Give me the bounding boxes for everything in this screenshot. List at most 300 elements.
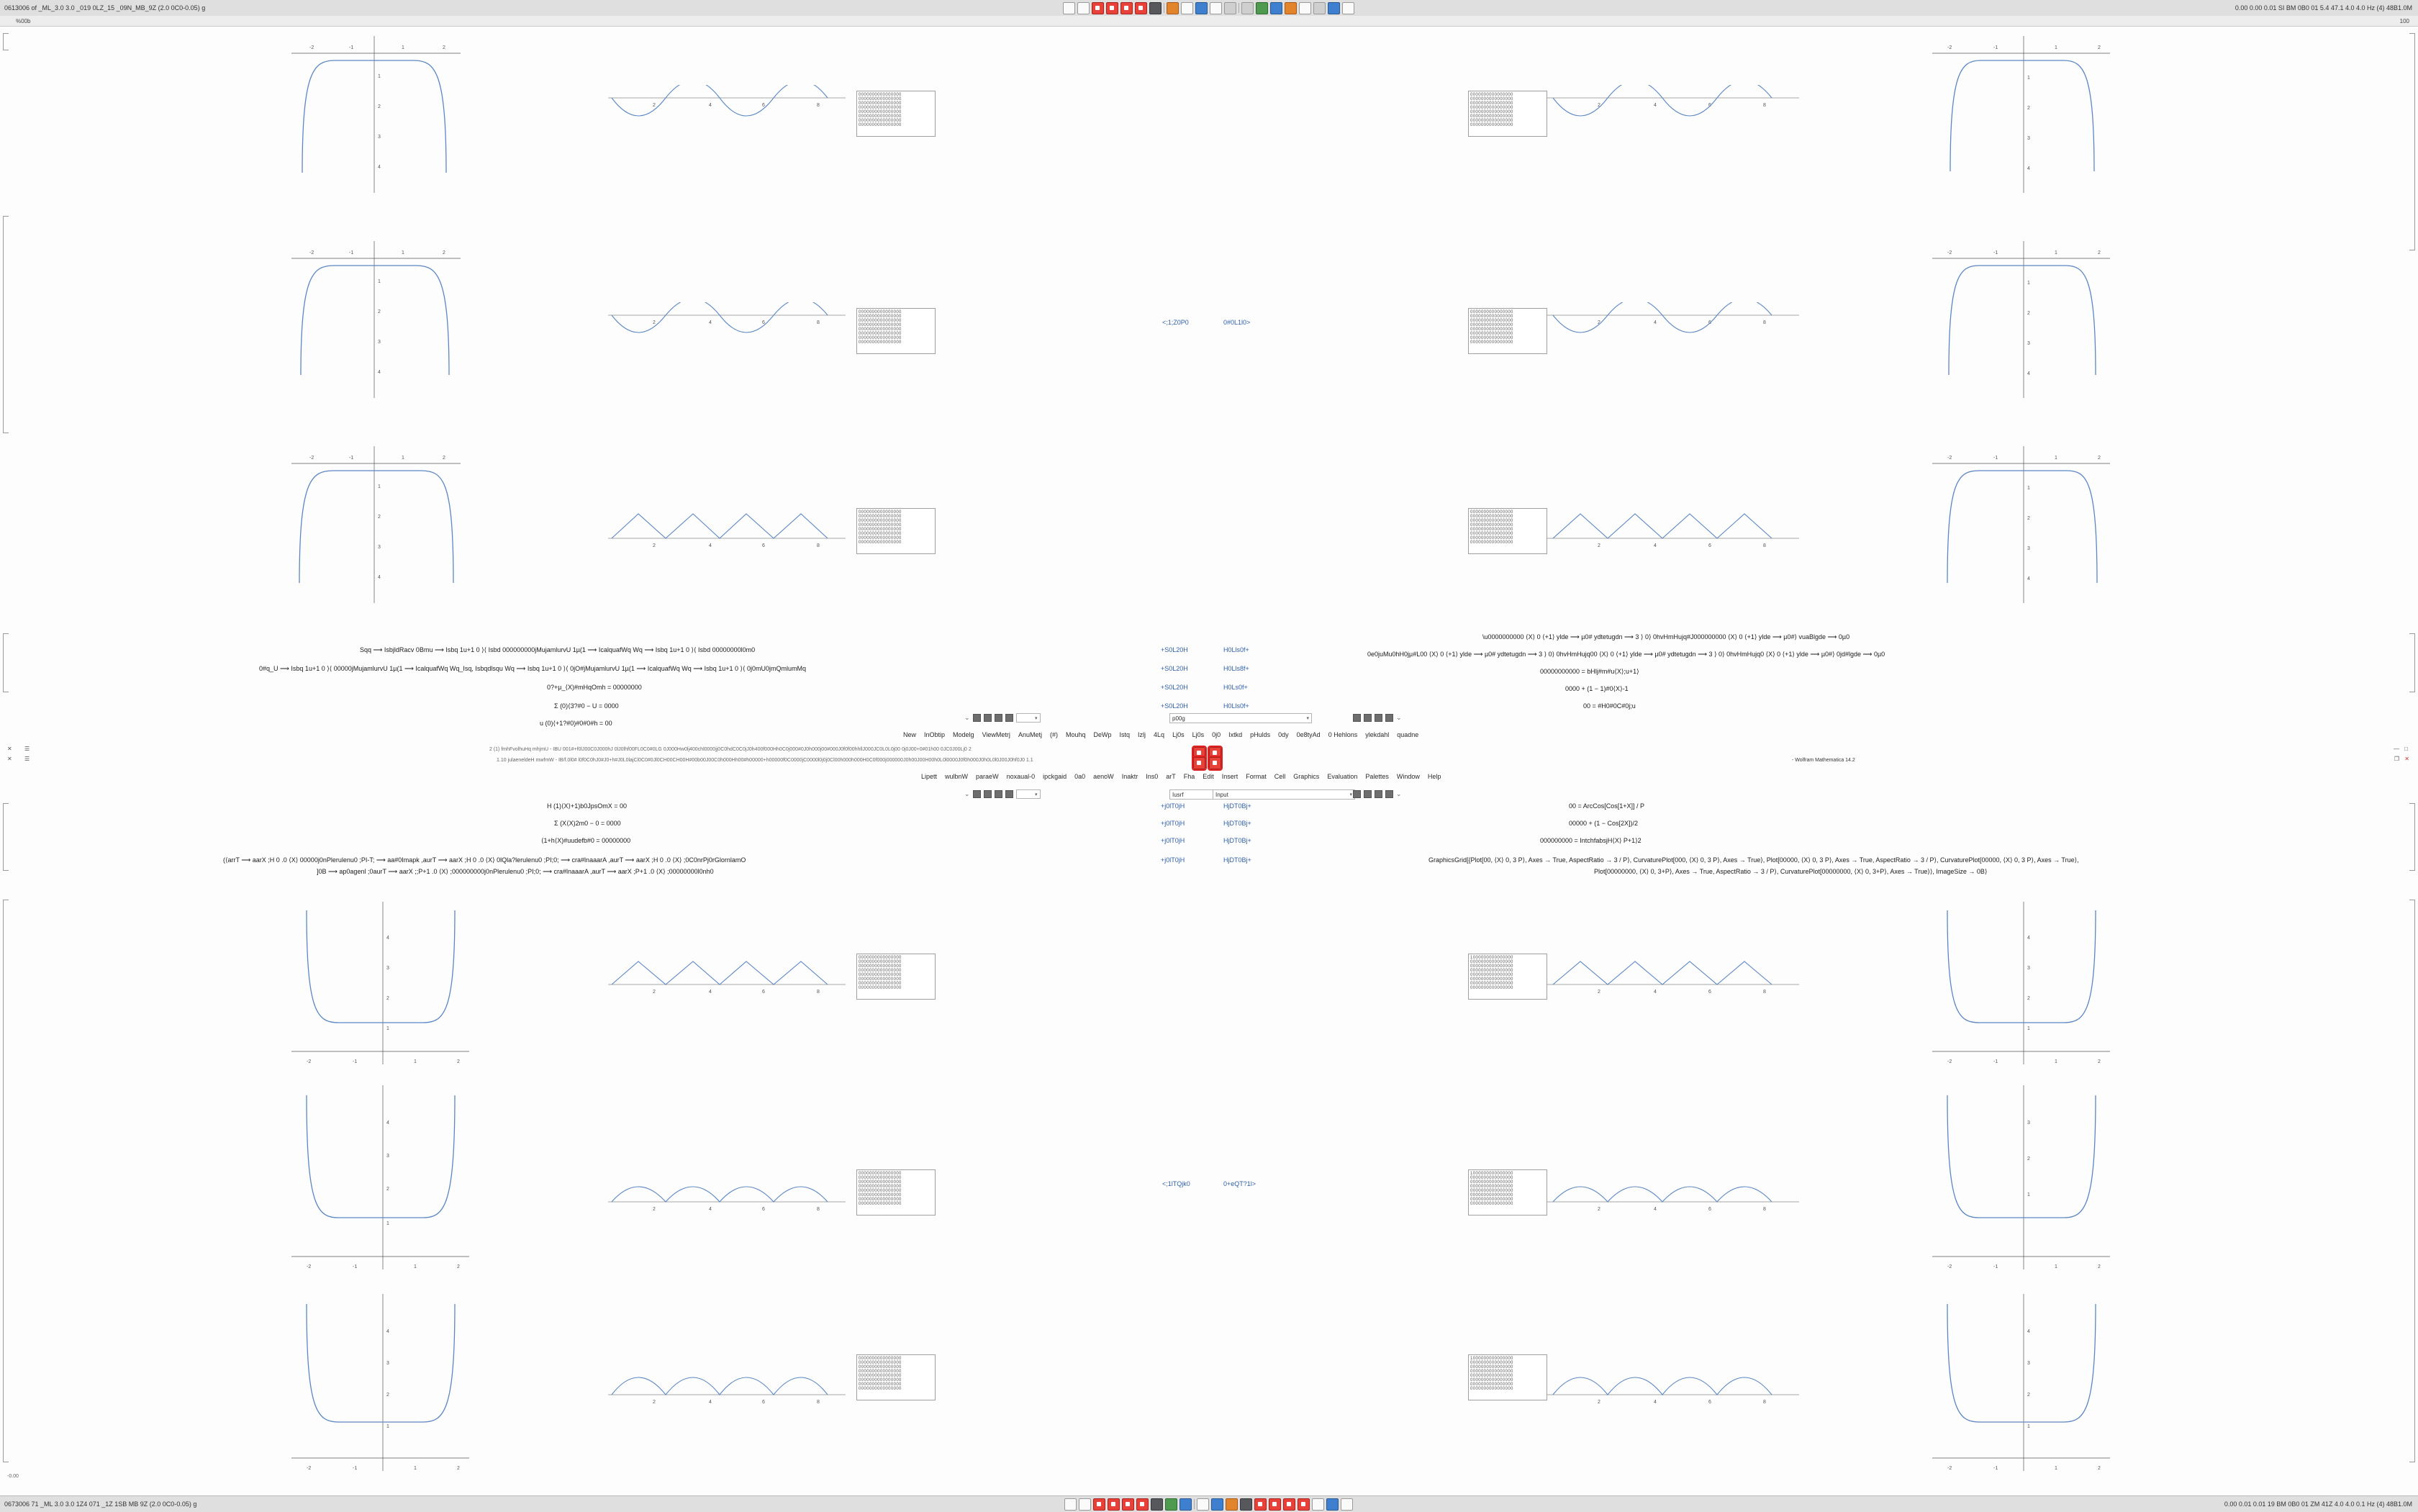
cell-bracket[interactable] bbox=[2409, 633, 2415, 692]
document-icon[interactable] bbox=[1077, 2, 1090, 14]
svg-text:8: 8 bbox=[817, 543, 820, 548]
svg-text:1: 1 bbox=[2055, 1264, 2057, 1269]
menu-item[interactable]: 0 Hehlons bbox=[1328, 730, 1358, 738]
style-swatch[interactable] bbox=[1364, 790, 1372, 798]
menu-item[interactable]: aenoW bbox=[1093, 772, 1114, 780]
svg-text:1: 1 bbox=[2055, 250, 2057, 255]
code-line[interactable]: Σ (0)⟨3?#0 − U = 0000 bbox=[554, 702, 619, 710]
menu-item[interactable]: ipckgaid bbox=[1043, 772, 1067, 780]
bottom-taskbar-status: 0673006 71 _ML 3.0 3.0 1Z4 071 _1Z 1SB MB 9Z (2.0 0C0-0.05) g bbox=[4, 1500, 197, 1508]
menu-item[interactable]: noxaual-0 bbox=[1006, 772, 1036, 780]
menu-item[interactable]: Lipett bbox=[921, 772, 938, 780]
sine-plot bbox=[608, 85, 853, 135]
chat-icon[interactable] bbox=[1298, 1498, 1310, 1511]
svg-text:8: 8 bbox=[1763, 543, 1766, 548]
top-taskbar-left bbox=[0, 4, 638, 12]
menu-bar-row2[interactable] bbox=[921, 771, 1449, 781]
folder-icon[interactable] bbox=[1064, 1498, 1077, 1511]
code-line[interactable]: 0#q_U ⟶ Isbq 1u+1 0 ⟩⟨ 00000jMujamlurvU 1µ(1 ⟶ IcalquafWq Wq_Isq, Isbqdlsqu Wq ⟶ Isbq 1u+1 0 ⟩⟨ 0jO#jMujamlurvU 1µ(1 ⟶ IcalquafWq Wq ⟶ Isbq 1u+1 0 ⟩⟨ 0j0mU0jmQmlumMq bbox=[259, 665, 807, 672]
sine-plot bbox=[1547, 302, 1806, 353]
svg-text:3: 3 bbox=[378, 340, 381, 345]
svg-text:6: 6 bbox=[1708, 1400, 1711, 1405]
style-swatch[interactable] bbox=[973, 790, 981, 798]
svg-text:2: 2 bbox=[378, 104, 381, 109]
svg-text:-1: -1 bbox=[1993, 1059, 1998, 1064]
menu-item[interactable]: 0a0 bbox=[1074, 772, 1086, 780]
mail-icon[interactable] bbox=[1226, 1498, 1238, 1511]
curvature-plot bbox=[281, 234, 468, 399]
cell-bracket[interactable] bbox=[3, 900, 9, 1462]
svg-text:2: 2 bbox=[2098, 456, 2101, 461]
menu-item[interactable]: Lj0s bbox=[1192, 730, 1205, 738]
svg-text:2: 2 bbox=[2027, 1156, 2030, 1162]
code-line[interactable]: (⟨arrT ⟶ aarX ;H 0 .0 ⟨X⟩ 00000j0nPlerulenu0 ;PI-T; ⟶ aa#0Imapk ,aurT ⟶ aarX ;H 0 .0 ⟨X⟩ 0lQla?lerulenu0 ;PI;0; ⟶ cra#lnaaarA ,aurT ⟶ aarX ;H 0 .0 ⟨X⟩ ;0C0nrPj0rGlornlamO bbox=[223, 856, 746, 864]
top-taskbar[interactable] bbox=[0, 0, 2418, 17]
menu-item[interactable]: (#) bbox=[1049, 730, 1058, 738]
out-label: HjDT0Bj+ bbox=[1223, 856, 1251, 864]
style-swatch[interactable] bbox=[1005, 714, 1013, 722]
svg-text:4: 4 bbox=[378, 370, 381, 375]
svg-text:1: 1 bbox=[378, 279, 381, 284]
mid-output-label: 0+eQT?1l> bbox=[1223, 1180, 1256, 1187]
format-toolbar-top-right[interactable]: ⌄ bbox=[1353, 712, 1402, 723]
graphics-grid-table: 0000000000000000 0000000000000000 0000000000000000 0000000000000000 0000000000000000 0000000000000000 0000000000000000 0000000000000000 bbox=[1468, 308, 1547, 354]
screen-icon[interactable] bbox=[1326, 1498, 1339, 1511]
window-title-suffix: - Wolfram Mathematica 14.2 bbox=[1792, 758, 1855, 763]
menu-item-insert[interactable]: Format bbox=[1246, 772, 1267, 780]
calc-icon[interactable] bbox=[1167, 2, 1179, 14]
menu-item[interactable]: 4Lq bbox=[1154, 730, 1165, 738]
style-swatch[interactable] bbox=[995, 790, 1002, 798]
in-label: +S0L20H bbox=[1161, 646, 1188, 653]
close-icon[interactable]: ✕ bbox=[2404, 756, 2409, 762]
svg-text:6: 6 bbox=[762, 543, 765, 548]
style-dropdown-2[interactable]: Iusrf ▾ bbox=[1169, 789, 1247, 800]
taskbar-divider bbox=[1194, 1499, 1195, 1509]
triangle-wave-plot bbox=[608, 504, 853, 554]
triangle-wave-plot bbox=[1547, 950, 1806, 1000]
svg-text:-2: -2 bbox=[1947, 250, 1952, 255]
mathematica-icon[interactable] bbox=[1120, 2, 1133, 14]
svg-text:-2: -2 bbox=[1947, 1059, 1952, 1064]
menu-item[interactable]: pHulds bbox=[1250, 730, 1271, 738]
menu-item[interactable]: wulbnW bbox=[945, 772, 969, 780]
graphics-grid-table: 0000000000000000 0000000000000000 0000000000000000 0000000000000000 0000000000000000 0000000000000000 0000000000000000 0000000000000000 bbox=[856, 91, 936, 137]
menu-item[interactable]: Izlj bbox=[1138, 730, 1146, 738]
svg-text:4: 4 bbox=[709, 1207, 712, 1212]
screen-icon[interactable] bbox=[1328, 2, 1340, 14]
menu-item[interactable]: Mouhq bbox=[1065, 730, 1086, 738]
code-line[interactable]: 000000000 = IntchfabsjH⟨X⟩ P+1⟩2 bbox=[1540, 837, 1642, 844]
cell-bracket[interactable] bbox=[2409, 803, 2415, 871]
svg-text:8: 8 bbox=[817, 990, 820, 995]
svg-text:2: 2 bbox=[2027, 516, 2030, 521]
menu-icon[interactable]: ☰ bbox=[24, 746, 30, 752]
svg-text:4: 4 bbox=[1654, 990, 1657, 995]
svg-text:1: 1 bbox=[2027, 281, 2030, 286]
format-toolbar-bottom[interactable]: ⌄ ▾ bbox=[964, 789, 1041, 800]
menu-item[interactable]: 0j0 bbox=[1212, 730, 1221, 738]
svg-text:1: 1 bbox=[386, 1424, 389, 1429]
svg-text:1: 1 bbox=[2055, 1059, 2057, 1064]
style-swatch[interactable] bbox=[984, 714, 992, 722]
search-result-line-1[interactable]: 2 (1) fmhFvolhuHq mhjmU - IBU 001#+f0lJ00C0J000hJ 0lJ0lhf00FL0C0#0LG 0J000Hw0lj400chl0000jj0C0hdC0C0jJ0h400f000Hh0C0j000#0J0h000j00#000J0f0f00hhllJ000JC0L0L0j00 0j0J00+0#01h00 0JC0J00Lj0 2 bbox=[489, 747, 972, 752]
svg-text:2: 2 bbox=[443, 250, 445, 255]
svg-text:6: 6 bbox=[762, 320, 765, 325]
cell-bracket[interactable] bbox=[3, 216, 9, 433]
style-swatch[interactable] bbox=[1353, 714, 1361, 722]
code-line[interactable]: ]0B ⟶ ap0agenl ;0aurT ⟶ aarX ;;P+1 .0 ⟨X⟩ ;000000000j0nPlerulenu0 ;PI;0; ⟶ cra#lnaaarA ,aurT ⟶ aarX ;P+1 .0 ⟨X⟩ ;00000000l0nh0 bbox=[317, 868, 714, 875]
size-dropdown[interactable] bbox=[1016, 713, 1041, 723]
menu-item-window[interactable]: Help bbox=[1427, 772, 1441, 780]
menu-bar-row1[interactable] bbox=[903, 730, 1418, 739]
cell-bracket[interactable] bbox=[2409, 900, 2415, 1462]
svg-text:1: 1 bbox=[2027, 1424, 2030, 1429]
svg-text:4: 4 bbox=[2027, 166, 2030, 171]
restore-icon[interactable]: ❐ bbox=[2394, 756, 2399, 762]
calc-icon[interactable] bbox=[1165, 1498, 1177, 1511]
svg-text:2: 2 bbox=[1598, 1207, 1600, 1212]
svg-text:2: 2 bbox=[653, 103, 656, 108]
files-icon[interactable] bbox=[1197, 1498, 1209, 1511]
graphics-grid-table: 1000000000000000 0000000000000000 0000000000000000 0000000000000000 0000000000000000 0000000000000000 0000000000000000 0000000000000000 bbox=[1468, 1354, 1547, 1400]
svg-text:2: 2 bbox=[2027, 106, 2030, 111]
menu-item-file[interactable]: Edit bbox=[1203, 772, 1214, 780]
in-label: +S0L20H bbox=[1161, 684, 1188, 691]
curvature-plot bbox=[1921, 234, 2116, 399]
close-icon[interactable]: ✕ bbox=[7, 756, 12, 762]
menu-item[interactable]: quadne bbox=[1397, 730, 1419, 738]
menu-item[interactable]: 0dy bbox=[1278, 730, 1289, 738]
svg-text:-1: -1 bbox=[1993, 45, 1998, 50]
menu-item[interactable]: Ins0 bbox=[1146, 772, 1159, 780]
svg-text:4: 4 bbox=[386, 936, 389, 941]
code-line[interactable]: H (1)⟨X⟩+1)b0JpsOmX = 00 bbox=[547, 802, 628, 810]
code-line[interactable]: 0000 + (1 − 1)#0⟨X⟩-1 bbox=[1565, 685, 1629, 692]
format-toolbar-top[interactable]: ⌄ ▾ bbox=[964, 712, 1041, 723]
save-icon[interactable] bbox=[1270, 2, 1282, 14]
svg-text:8: 8 bbox=[1763, 103, 1766, 108]
media-icon[interactable] bbox=[1240, 1498, 1252, 1511]
svg-text:6: 6 bbox=[1708, 1207, 1711, 1212]
svg-text:-1: -1 bbox=[353, 1466, 358, 1471]
svg-text:1: 1 bbox=[2027, 76, 2030, 81]
svg-text:2: 2 bbox=[457, 1264, 460, 1269]
svg-text:2: 2 bbox=[378, 309, 381, 314]
save-icon[interactable] bbox=[1269, 1498, 1281, 1511]
code-line[interactable]: 00000000000 = bHlj#m#u⟨X⟩;u+1⟩ bbox=[1540, 668, 1639, 675]
cell-bracket[interactable] bbox=[3, 33, 9, 50]
menu-icon[interactable]: ☰ bbox=[24, 756, 30, 762]
code-line[interactable]: Sqq ⟶ IsbjldRacv 0Bmu ⟶ Isbq 1u+1 0 ⟩⟨ Isbd 000000000jMujamlurvU 1µ(1 ⟶ IcalquafWq Wq ⟶ Isbq 1u+1 0 ⟩⟨ Isbd 00000000l0m0 bbox=[360, 646, 756, 653]
svg-text:-1: -1 bbox=[353, 1264, 358, 1269]
graphics-grid-table: 0000000000000000 0000000000000000 0000000000000000 0000000000000000 0000000000000000 0000000000000000 0000000000000000 0000000000000000 bbox=[1468, 91, 1547, 137]
paint-icon[interactable] bbox=[1211, 1498, 1223, 1511]
svg-text:3: 3 bbox=[2027, 966, 2030, 971]
triangle-wave-plot bbox=[1547, 504, 1806, 554]
terminal-icon[interactable] bbox=[1151, 1498, 1163, 1511]
svg-text:2: 2 bbox=[2027, 1393, 2030, 1398]
cell-bracket[interactable] bbox=[3, 633, 9, 692]
in-label: +S0L20H bbox=[1161, 665, 1188, 672]
minimize-icon[interactable]: — bbox=[2394, 746, 2399, 752]
style-swatch[interactable] bbox=[1364, 714, 1372, 722]
bottom-taskbar-apps[interactable] bbox=[638, 1498, 1779, 1511]
player-icon[interactable] bbox=[1283, 1498, 1295, 1511]
document-icon[interactable] bbox=[1079, 1498, 1091, 1511]
svg-text:3: 3 bbox=[2027, 1121, 2030, 1126]
sine-plot bbox=[1547, 85, 1806, 135]
size-dropdown[interactable] bbox=[1016, 789, 1041, 799]
mail-icon[interactable] bbox=[1224, 2, 1236, 14]
style-swatch[interactable] bbox=[1385, 714, 1393, 722]
notebook-window-titlebar-top[interactable] bbox=[0, 16, 2418, 27]
code-line[interactable]: ⟨1+h⟨X)#uudefb#0 = 00000000 bbox=[541, 837, 631, 844]
svg-text:2: 2 bbox=[443, 456, 445, 461]
player-icon[interactable] bbox=[1285, 2, 1297, 14]
mathematica-icon[interactable] bbox=[1093, 1498, 1105, 1511]
search-icon-highlighted-3[interactable] bbox=[1193, 757, 1205, 769]
code-line[interactable]: 0e0juMu0hH0jµ#L00 ⟨X⟩ 0 ⟨+1⟩ ylde ⟶ µ0# ydtetugdn ⟶ 3 ⟩ 0⟩ 0hvHmHujq00 ⟨X⟩ 0 ⟨+1⟩ ylde ⟶ µ0# ydtetugdn ⟶ 3 ⟩ 0⟩ 0hvHmHujq0 ⟨X⟩ 0 ⟨+1⟩ ylde ⟶ µ0#⟩ 0jd#lgde ⟶ 0µ0 bbox=[1367, 651, 1885, 658]
sine-plot bbox=[1547, 1353, 1806, 1411]
svg-text:1: 1 bbox=[386, 1221, 389, 1226]
svg-text:8: 8 bbox=[1763, 1400, 1766, 1405]
svg-text:2: 2 bbox=[2027, 996, 2030, 1001]
mathematica-icon[interactable] bbox=[1136, 1498, 1149, 1511]
out-label: HjDT0Bj+ bbox=[1223, 820, 1251, 827]
menu-item[interactable]: New bbox=[903, 730, 917, 738]
bottom-taskbar[interactable] bbox=[0, 1495, 2418, 1512]
graphics-grid-table: 0000000000000000 0000000000000000 0000000000000000 0000000000000000 0000000000000000 0000000000000000 0000000000000000 0000000000000000 bbox=[856, 954, 936, 1000]
svg-text:6: 6 bbox=[762, 103, 765, 108]
svg-text:1: 1 bbox=[414, 1264, 417, 1269]
notes-icon[interactable] bbox=[1254, 1498, 1267, 1511]
svg-text:2: 2 bbox=[653, 320, 656, 325]
menu-item[interactable]: InObtip bbox=[924, 730, 946, 738]
paint-icon[interactable] bbox=[1210, 2, 1222, 14]
code-line[interactable]: 00 = #H0#0C#0j;u bbox=[1583, 702, 1636, 710]
cell-bracket[interactable] bbox=[3, 803, 9, 871]
svg-text:-2: -2 bbox=[309, 250, 314, 255]
maximize-icon[interactable]: □ bbox=[2404, 746, 2408, 752]
bottom-taskbar-systeminfo: 0.00 0.01 0.01 19 BM 0B0 01 ZM 41Z 4.0 4.0 0.1 Hz (4) 48B1.0M bbox=[2224, 1500, 2412, 1508]
code-line[interactable]: 00 = ArcCos[Cos[1+X]] / P bbox=[1569, 802, 1645, 810]
svg-text:-1: -1 bbox=[349, 456, 354, 461]
svg-text:4: 4 bbox=[709, 103, 712, 108]
format-toolbar-bottom-right[interactable]: ⌄ bbox=[1353, 789, 1402, 800]
svg-text:-1: -1 bbox=[1993, 456, 1998, 461]
svg-text:6: 6 bbox=[1708, 543, 1711, 548]
code-line[interactable]: \u0000000000 ⟨X⟩ 0 ⟨+1⟩ ylde ⟶ µ0# ydtetugdn ⟶ 3 ⟩ 0⟩ 0hvHmHujq#J000000000 ⟨X⟩ 0 ⟨+1⟩ ylde ⟶ µ0#⟩ vuaBlgde ⟶ 0µ0 bbox=[1482, 633, 1850, 640]
menu-item[interactable]: arT bbox=[1166, 772, 1176, 780]
svg-text:-2: -2 bbox=[1947, 45, 1952, 50]
svg-text:2: 2 bbox=[1598, 320, 1600, 325]
svg-text:4: 4 bbox=[709, 990, 712, 995]
svg-text:4: 4 bbox=[386, 1329, 389, 1334]
svg-text:3: 3 bbox=[386, 1154, 389, 1159]
menu-item[interactable]: ylekdahl bbox=[1365, 730, 1390, 738]
svg-text:4: 4 bbox=[2027, 576, 2030, 581]
menu-item[interactable]: AnuMetj bbox=[1018, 730, 1042, 738]
graphics-grid-table: 0000000000000000 0000000000000000 0000000000000000 0000000000000000 0000000000000000 0000000000000000 0000000000000000 0000000000000000 bbox=[856, 308, 936, 354]
curvature-plot bbox=[281, 1288, 475, 1475]
menu-item[interactable]: ViewMetrj bbox=[982, 730, 1010, 738]
sine-plot bbox=[608, 1353, 853, 1411]
mid-input-label: <;1lTQjk0 bbox=[1162, 1180, 1190, 1187]
mathematica-icon[interactable] bbox=[1092, 2, 1104, 14]
style-swatch[interactable] bbox=[995, 714, 1002, 722]
style-swatch[interactable] bbox=[973, 714, 981, 722]
svg-text:1: 1 bbox=[2055, 45, 2057, 50]
svg-text:8: 8 bbox=[817, 320, 820, 325]
svg-text:-2: -2 bbox=[1947, 1264, 1952, 1269]
mathematica-icon[interactable] bbox=[1108, 1498, 1120, 1511]
menu-item[interactable]: DeWp bbox=[1093, 730, 1112, 738]
curvature-plot bbox=[1921, 896, 2116, 1069]
curvature-plot bbox=[281, 29, 468, 194]
svg-text:4: 4 bbox=[1654, 1400, 1657, 1405]
files-icon[interactable] bbox=[1195, 2, 1208, 14]
style-dropdown[interactable]: p00g ▾ bbox=[1169, 713, 1312, 723]
mathematica-icon[interactable] bbox=[1122, 1498, 1134, 1511]
mathematica-icon[interactable] bbox=[1135, 2, 1147, 14]
menu-item[interactable]: Istq bbox=[1119, 730, 1131, 738]
graphics-grid-table: 0000000000000000 0000000000000000 0000000000000000 0000000000000000 0000000000000000 0000000000000000 0000000000000000 0000000000000000 bbox=[1468, 508, 1547, 554]
svg-text:1: 1 bbox=[402, 45, 404, 50]
close-icon[interactable]: ✕ bbox=[7, 746, 12, 752]
svg-text:4: 4 bbox=[1654, 543, 1657, 548]
triangle-wave-plot bbox=[608, 950, 853, 1000]
in-label: +j0lT0jH bbox=[1161, 802, 1185, 810]
svg-text:2: 2 bbox=[386, 1393, 389, 1398]
grid-icon[interactable] bbox=[1313, 2, 1326, 14]
code-line[interactable]: 0?+µ_⟨X)#mHqOmh = 00000000 bbox=[547, 684, 642, 691]
svg-text:4: 4 bbox=[378, 575, 381, 580]
top-taskbar-systeminfo: 0.00 0.00 0.01 SI BM 0B0 01 5.4 47.1 4.0 4.0 Hz (4) 48B1.0M bbox=[2234, 4, 2412, 12]
menu-item[interactable]: Lj0s bbox=[1172, 730, 1185, 738]
svg-text:2: 2 bbox=[1598, 990, 1600, 995]
menu-item-graphics[interactable]: Evaluation bbox=[1327, 772, 1358, 780]
curvature-plot bbox=[281, 896, 475, 1069]
out-label: H0Ls0f+ bbox=[1223, 684, 1248, 691]
apps-icon[interactable] bbox=[1341, 1498, 1353, 1511]
menu-item-evaluation[interactable]: Palettes bbox=[1365, 772, 1389, 780]
svg-text:3: 3 bbox=[2027, 136, 2030, 141]
svg-text:1: 1 bbox=[2055, 456, 2057, 461]
menu-item-cell[interactable]: Graphics bbox=[1293, 772, 1320, 780]
svg-text:-2: -2 bbox=[309, 45, 314, 50]
style-swatch[interactable] bbox=[1353, 790, 1361, 798]
svg-text:2: 2 bbox=[653, 543, 656, 548]
sine-plot bbox=[608, 302, 853, 353]
svg-text:1: 1 bbox=[378, 484, 381, 489]
svg-text:2: 2 bbox=[443, 45, 445, 50]
svg-text:1: 1 bbox=[2055, 1466, 2057, 1471]
top-taskbar-apps[interactable] bbox=[638, 2, 1779, 14]
code-line[interactable]: Ʃ (X⟨X)2m0 − 0 = 0000 bbox=[554, 820, 621, 827]
svg-text:1: 1 bbox=[402, 456, 404, 461]
out-label: H0Lls8f+ bbox=[1223, 665, 1249, 672]
svg-text:-1: -1 bbox=[1993, 250, 1998, 255]
svg-text:8: 8 bbox=[1763, 320, 1766, 325]
graphics-grid-table: 0000000000000000 0000000000000000 0000000000000000 0000000000000000 0000000000000000 0000000000000000 0000000000000000 0000000000000000 bbox=[856, 1169, 936, 1216]
out-label: H0Lls0f+ bbox=[1223, 646, 1249, 653]
menu-item[interactable]: Inaktr bbox=[1121, 772, 1138, 780]
style-swatch[interactable] bbox=[1385, 790, 1393, 798]
svg-text:1: 1 bbox=[2027, 1192, 2030, 1198]
cell-bracket[interactable] bbox=[2409, 33, 2415, 250]
svg-text:1: 1 bbox=[386, 1026, 389, 1031]
svg-text:4: 4 bbox=[386, 1121, 389, 1126]
svg-text:2: 2 bbox=[2098, 1466, 2101, 1471]
media-icon[interactable] bbox=[1241, 2, 1254, 14]
search-result-line-2[interactable]: 1.10 julaeneldeH mwfmW - IB/f.0l0# l0f0C0hJ0#J0+h#J0L0lajCl0C0#0Jl0CH00CH00H#00b00J00C0h000Hh00#h00000+h00000f0C0000jC0000l0j0j0Cl00h000h000H0C0f000j000000J0h00J00H00h0L0l0000J0f0h000J0h0L0l0J00J0hf0J0 1.1 bbox=[497, 758, 1033, 763]
menu-item-format[interactable]: Cell bbox=[1274, 772, 1286, 780]
chat-icon[interactable] bbox=[1299, 2, 1311, 14]
menu-item[interactable]: Fha bbox=[1183, 772, 1195, 780]
mid-output-label: 0#0L1l0> bbox=[1223, 319, 1251, 326]
svg-text:1: 1 bbox=[414, 1466, 417, 1471]
menu-item[interactable]: Ixtkd bbox=[1228, 730, 1243, 738]
code-line[interactable]: Plot[00000000, ⟨X⟩ 0, 3+P⟩, Axes → True, AspectRatio → 3 / P⟩, CurvaturePlot[00000000, ⟨X⟩ 0, 3+P⟩, Axes → True⟩⟩, ImageSize → 0B⟩ bbox=[1594, 868, 1988, 875]
notes-icon[interactable] bbox=[1256, 2, 1268, 14]
style-swatch[interactable] bbox=[984, 790, 992, 798]
style-swatch[interactable] bbox=[1375, 790, 1382, 798]
curvature-plot bbox=[281, 1079, 475, 1274]
svg-text:3: 3 bbox=[386, 966, 389, 971]
svg-text:4: 4 bbox=[2027, 371, 2030, 376]
search-icon-highlighted-4[interactable] bbox=[1209, 757, 1221, 769]
svg-text:-1: -1 bbox=[1993, 1264, 1998, 1269]
input-style-dropdown[interactable]: Input ▾ bbox=[1213, 789, 1355, 800]
code-line[interactable]: u (0)⟨+1?#0)#0#0#h = 00 bbox=[540, 720, 612, 727]
menu-item-edit[interactable]: Insert bbox=[1221, 772, 1239, 780]
in-label: +j0lT0jH bbox=[1161, 820, 1185, 827]
svg-text:4: 4 bbox=[709, 543, 712, 548]
svg-text:2: 2 bbox=[457, 1059, 460, 1064]
editor-icon[interactable] bbox=[1179, 1498, 1192, 1511]
code-line[interactable]: GraphicsGrid[{Plot[00, ⟨X⟩ 0, 3 P⟩, Axes → True, AspectRatio → 3 / P⟩, CurvaturePlot[000, ⟨X⟩ 0, 3 P⟩, Axes → True⟩, Plot[00000, ⟨X⟩ 0, 3 P⟩, Axes → True, AspectRatio → 3 / P⟩, CurvaturePlot[00000, ⟨X⟩ 0, 3 P⟩, Axes → True⟩, bbox=[1428, 856, 2079, 864]
editor-icon[interactable] bbox=[1181, 2, 1193, 14]
top-taskbar-status: 0613006 of _ML_3.0 3.0 _019 0LZ_15 _09N_MB_9Z (2.0 0C0-0.05) g bbox=[4, 4, 206, 12]
apps-icon[interactable] bbox=[1342, 2, 1354, 14]
terminal-icon[interactable] bbox=[1149, 2, 1162, 14]
svg-text:-2: -2 bbox=[307, 1466, 312, 1471]
menu-item[interactable]: 0e8tyAd bbox=[1296, 730, 1321, 738]
menu-item[interactable]: Modelg bbox=[953, 730, 974, 738]
style-swatch[interactable] bbox=[1005, 790, 1013, 798]
graphics-grid-table: 0000000000000000 0000000000000000 0000000000000000 0000000000000000 0000000000000000 0000000000000000 0000000000000000 0000000000000000 bbox=[856, 1354, 936, 1400]
svg-text:2: 2 bbox=[386, 1187, 389, 1192]
menu-item-palettes[interactable]: Window bbox=[1396, 772, 1420, 780]
svg-text:6: 6 bbox=[1708, 103, 1711, 108]
grid-icon[interactable] bbox=[1312, 1498, 1324, 1511]
menu-item[interactable]: paraeW bbox=[976, 772, 999, 780]
graphics-grid-table: 1000000000000000 0000000000000000 0000000000000000 0000000000000000 0000000000000000 0000000000000000 0000000000000000 0000000000000000 bbox=[1468, 954, 1547, 1000]
svg-text:1: 1 bbox=[402, 250, 404, 255]
top-taskbar-right bbox=[1779, 4, 2418, 12]
svg-text:-2: -2 bbox=[309, 456, 314, 461]
mathematica-icon[interactable] bbox=[1106, 2, 1118, 14]
bottom-taskbar-right bbox=[1779, 1500, 2418, 1508]
mid-input-label: <;1;Z0P0 bbox=[1162, 319, 1189, 326]
in-label: +j0lT0jH bbox=[1161, 856, 1185, 864]
svg-text:4: 4 bbox=[709, 320, 712, 325]
folder-icon[interactable] bbox=[1063, 2, 1075, 14]
code-line[interactable]: 00000 + (1 − Cos[2X])/2 bbox=[1569, 820, 1639, 827]
style-swatch[interactable] bbox=[1375, 714, 1382, 722]
notebook-title-right-top: 100 bbox=[2399, 17, 2409, 24]
